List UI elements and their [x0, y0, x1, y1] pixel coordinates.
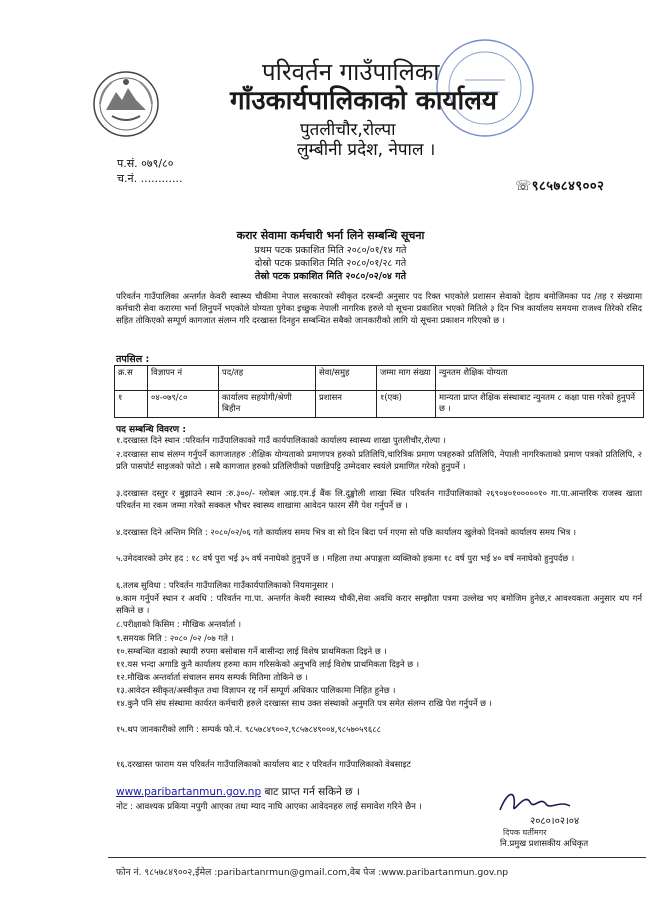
publish-date-1: प्रथम पटक प्रकाशित मिति २०८०/०१/१४ गते	[254, 245, 407, 256]
condition-item: ६.तलब सुविधा : परिवर्तन गाउँपालिका गाउँकार्यपालिकाको नियमानुसार ।	[116, 580, 334, 590]
conditions-heading: पद सम्बन्धि विवरण :	[116, 425, 186, 435]
footer-divider	[108, 857, 646, 858]
col-service-group: सेवा/समुह	[316, 366, 377, 391]
signatory-title: नि.प्रमुख प्रशासकीय अधिकृत	[500, 838, 589, 848]
condition-item: ४.दरखास्त दिने अन्तिम मिति : २०८०/०२/०६ गते कार्यालय समय भित्र वा सो दिन बिदा पर्न गएमा सो पछि कार्यालय खुलेको दिनको कार्यालय समय भित्र ।	[116, 527, 577, 537]
website-link[interactable]: www.paribartanmun.gov.np	[116, 786, 262, 798]
col-min-qualification: न्युनतम शैक्षिक योग्यता	[436, 366, 644, 391]
header-phone: ☏९८५७८४९००२	[515, 179, 605, 194]
dispatch-number: च.नं. ............	[117, 172, 183, 185]
condition-item: १२.मौखिक अन्तर्वार्ता संचालन समय सम्पर्क मितिमा तोकिने छ ।	[116, 672, 308, 682]
header-phone-number: ९८५७८४९००२	[531, 179, 605, 194]
condition-item: १५.थप जानकारीको लागि : सम्पर्क फो.नं. ९८५७८४९००२,९८५७८४९००४,९८५७०५९६८८	[116, 724, 381, 734]
col-post-level: पद/तह	[219, 366, 316, 391]
office-name: गाँउकार्यपालिकाको कार्यालय	[230, 86, 497, 116]
details-label: तपसिल :	[116, 354, 150, 365]
condition-item: ५.उमेदवारको उमेर हद : १८ वर्ष पुरा भई ३५ वर्ष ननाघेको हुनुपर्ने छ । महिला तथा अपाङ्गता व्यक्तिको हकमा १८ वर्ष पुरा भई ४० वर्ष ननाघेको हुनुपर्दछ ।	[116, 553, 575, 563]
website-suffix: बाट प्राप्त गर्न सकिने छ ।	[261, 786, 360, 798]
condition-item: १३.आवेदन स्वीकृत/अस्वीकृत तथा विज्ञापन रद्द गर्ने सम्पूर्ण अधिकार पालिकामा निहित हुनेछ ।	[116, 685, 396, 695]
condition-item: २.दरखास्त साथ संलग्न गर्नुपर्ने कागजातहरु :शैक्षिक योग्यताको प्रमाणपत्र हरुको प्रतिलिपि,चारित्रिक प्रमाण पत्रहरुको प्रतिलिपि, नेपाली नागरिकताको प्रमाण पत्रको प्रतिलिपि, २ प्रति पासपोर्ट साइजको फोटो । सबै कागजात हरुको प्रतिलिपीको पछाडिपट्टि उम्मेदवार स्वयंले प्रमाणित गरेको हुनुपर्ने ।	[116, 449, 642, 471]
table-row	[115, 391, 644, 418]
nepal-emblem-icon	[92, 70, 160, 138]
publish-date-3: तेस्रो पटक प्रकाशित मिति २०८०/०२/०४ गते	[254, 271, 407, 282]
website-line	[116, 785, 360, 799]
notice-title: करार सेवामा कर्मचारी भर्ना लिने सम्बन्धि सूचना	[236, 229, 425, 242]
condition-item: ३.दरखास्त दस्तुर र बुझाउने स्थान :रु.३००/- ग्लोबल आइ.एम.ई बैंक लि.दुङ्खोली शाखा स्थित परिवर्तन गाउँपालिकाको २६९०४०१०००००१० गा.पा.आन्तरिक राजस्व खाता परिवर्तन मा रकम जम्मा गरेको सक्कल भौचर स्वास्थ्य शाखामा आवेदन फारम सँगै पेश गर्नुपर्ने छ ।	[116, 488, 642, 510]
condition-item: १६.दरखास्त फाराम यस परिवर्तन गाउँपालिकाको कार्यालय बाट र परिवर्तन गाउँपालिकाको वेबसाइट	[116, 759, 411, 769]
cell-service-group: प्रशासन	[316, 391, 377, 418]
cell-total-demand: १(एक)	[377, 391, 436, 418]
condition-item: ७.काम गर्नुपर्ने स्थान र अवधि : परिवर्तन गा.पा. अन्तर्गत केवरी स्वास्थ्य चौकी,सेवा अवधि करार सम्झौता पत्रमा उल्लेख भए बमोजिम हुनेछ,र आवश्यकता अनुसार थप गर्न सकिने छ ।	[116, 593, 642, 615]
col-ad-number: विज्ञापन नं	[148, 366, 219, 391]
province-country: लुम्बीनी प्रदेश, नेपाल ।	[297, 140, 436, 160]
footer-contact: फोन नं. ९८५७८४९००२,ईमेल :paribartanrmun@gmail.com,वेब पेज :www.paribartanmun.gov.np	[116, 867, 509, 878]
table-header-row	[115, 366, 644, 391]
municipality-name: परिवर्तन गाउँपालिका	[262, 58, 440, 86]
cell-ad-number: ०४-०७९/८०	[148, 391, 219, 418]
condition-item: १.दरखास्त दिने स्थान :परिवर्तन गाउँपालिकाको गाउँ कार्यपालिकाको कार्यालय स्वास्थ्य शाखा पुतलीचौर,रोल्पा ।	[116, 435, 446, 445]
col-total-demand: जम्मा माग संख्या	[377, 366, 436, 391]
notice-intro: परिवर्तन गाउँपालिका अन्तर्गत केवरी स्वास्थ्य चौकीमा नेपाल सरकारको स्वीकृत दरबन्दी अनुसार पद रिक्त भएकोले प्रशासन सेवाको देहाय बमोजिमका पद /तह र संख्यामा कर्मचारी सेवा करारमा भर्ना लिनुपर्ने भएकोले योग्यता पुगेका इच्छुक नेपाली नागरिक हरुले यो सूचना प्रकाशित भएको मितिले ३ दिन भित्र कार्यालय समयमा राजश्व तिरेको रसिद सहित तोकिएको सम्पूर्ण कागजात संलग्न गरि दरखास्त दिनहुन सम्बन्धित सबैको जानकारीको लागि यो सूचना प्रकाशन गरिएको छ ।	[116, 291, 642, 325]
condition-item: १४.कुनै पनि संघ संस्थामा कार्यरत कर्मचारी हरुले दरखास्त साथ उक्त संस्थाको अनुमति पत्र समेत संलग्न राखि पेश गर्नुपर्ने छ ।	[116, 698, 492, 708]
office-address: पुतलीचौर,रोल्पा	[300, 120, 396, 140]
condition-item: ९.समयक मिति : २०८० /०२ /०७ गते ।	[116, 633, 234, 643]
col-serial: क्र.स	[115, 366, 148, 391]
cell-post-level: कार्यालय सहयोगी/श्रेणी बिहीन	[219, 391, 316, 418]
publish-date-2: दोस्रो पटक प्रकाशित मिति २०८०/०१/२८ गते	[254, 258, 407, 269]
vacancy-table	[114, 365, 644, 418]
condition-item: १०.सम्बन्धित वडाको स्थायी रुपमा बसोबास गर्ने बासीन्दा लाई विशेष प्राथमिकता दिइने छ ।	[116, 646, 387, 656]
cell-min-qualification: मान्यता प्राप्त शैक्षिक संस्थाबाट न्युनतम ८ कक्षा पास गरेको हुनुपर्ने छ ।	[436, 391, 644, 418]
condition-item: ११.यस भन्दा अगाडि कुनै कार्यालय हरुमा काम गरिसकेको अनुभवि लाई विशेष प्राथमिकता दिइने छ ।	[116, 659, 420, 669]
reference-number: प.सं. ०७९/८०	[117, 157, 174, 170]
condition-item: ८.परीक्षाको किसिम : मौखिक अन्तर्वार्ता ।	[116, 619, 242, 629]
signatory-name: दिपक घर्तीमगर	[503, 828, 547, 837]
signature-date: २०८०।०२।०४	[530, 816, 580, 827]
cell-serial: १	[115, 391, 148, 418]
note-text: नोट : आवश्यक प्रकिया नपुगी आएका तथा म्याद नाघि आएका आवेदनहरु लाई समावेश गरिने छैन ।	[116, 802, 422, 812]
